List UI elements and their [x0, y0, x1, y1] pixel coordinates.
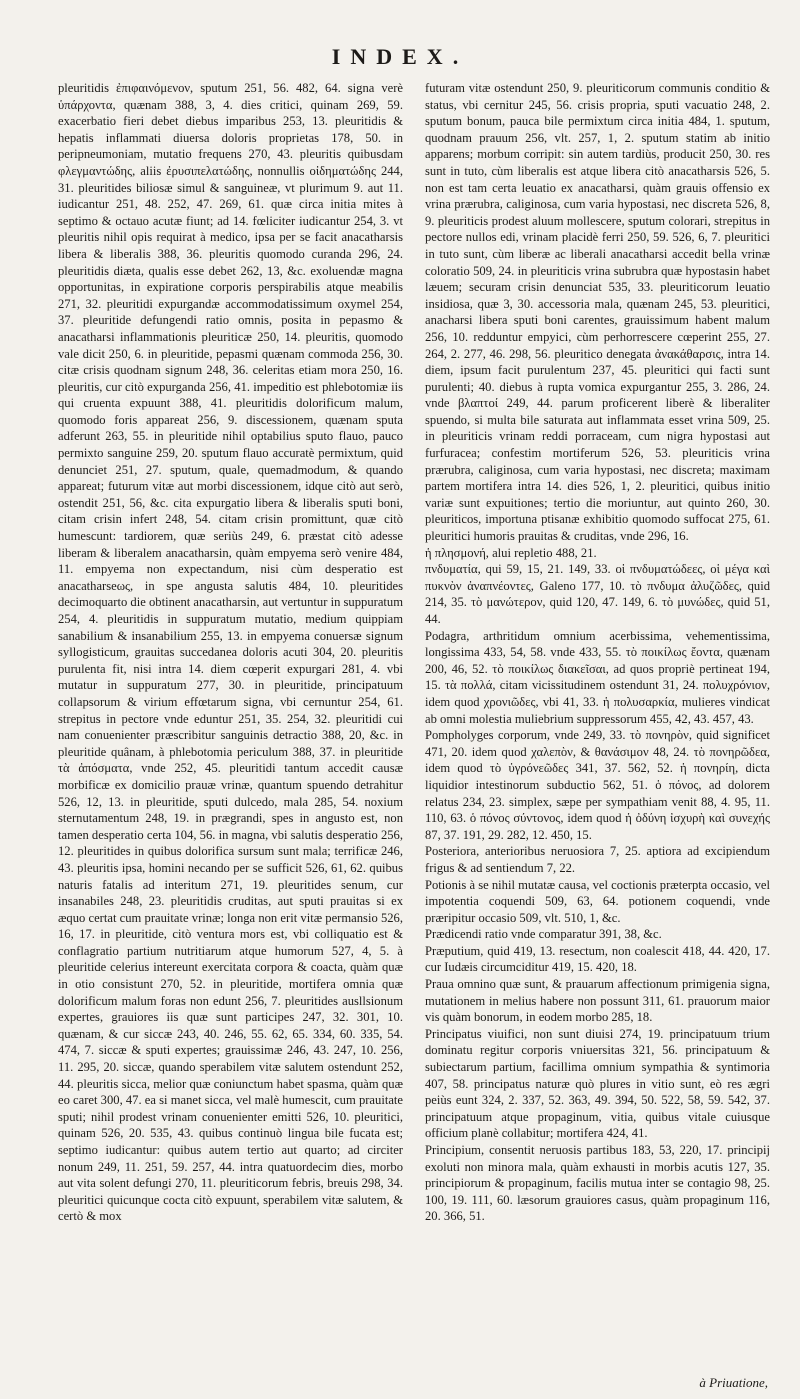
index-paragraph: Pompholyges corporum, vnde 249, 33. τὸ πονηρὸν, quid significet 471, 20. idem quod χαλεπὸν, & θανάσιμον 48, 24. τὸ πονηρῶδεα, idem quod τὸ ὑγρόνεῶδες 341, 37. 562, 52. ἡ πονηρίη, dicta liquidior intestinorum subductio 562, 51. ὁ πόνος, ad dolorem relatus 234, 23. simplex, sæpe per sympathiam venit 88, 4. 95, 11. 110, 63. ὁ πόνος σύντονος, idem quod ἡ ὀδύνη ἰσχυρὴ καὶ συνεχής 87, 37. 191, 29. 282, 12. 450, 15. [425, 728, 770, 842]
index-paragraph: πνδυματία, qui 59, 15, 21. 149, 33. οἱ πνδυματώδεες, οἱ μέγα καὶ πυκνὸν ἀναπνέοντες, Galeno 177, 10. τὸ πνδυμα ἀλυζῶδες, quid 214, 35. τὸ μανώτερον, quid 120, 47. 149, 6. τὸ μυνώδες, quid 51, 44. [425, 562, 770, 626]
index-paragraph: ἡ πλησμονή, alui repletio 488, 21. [425, 545, 597, 560]
page-header: INDEX. [331, 44, 469, 69]
index-paragraph: Prædicendi ratio vnde comparatur 391, 38, &c. [425, 927, 662, 942]
index-paragraph: pleuritidis ἐπιφαινόμενον, sputum 251, 56. 482, 64. signa verè ὑπάρχοντα, quænam 388, 3, 4. dies critici, quinam 269, 59. exacerbatio fieri debet diebus imparibus 253, 13. pleuritidis & hepatis inflammati diuersa doloris proprietas 178, 50. in peripneumoniam, mutatio frequens 270, 43. pleuritis quibusdam φλεγμαντώδης, aliis ἐρυσιπελατώδης, nonnullis οἰδηματώδης 244, 31. pleuritides biliosæ simul & sanguineæ, vt plurimum 9. aut 11. iudicantur 251, 48. 252, 47. 269, 61. quæ circa initia mites à septimo & octauo acutæ fiunt; ad 14. fœliciter iudicantur 254, 3. vt pleuritis nihil opis requirat à medico, ipsa per se facit anacatharsis libera & liberalis 388, 36. pleuritis quomodo curanda 296, 24. pleuritidis diæta, qualis esse debet 262, 13, &c. exoluendæ magna opportunitas, in expiratione corporis perspirabilis atque meabilis 271, 32. pleuritidi expurgandæ accommodatissimum oxymel 254, 37. pleuritide defungendi ratio omnis, posita in pepasmo & anacatharsi inflammationis pleuriticæ 250, 14. pleuritis, quomodo vale dicit 250, 6. in pleuritide, pepasmi quænam commoda 256, 30. citæ crisis quodnam signum 248, 36. celeritas etiam mora 250, 16. pleuritis, cur citò expurganda 256, 41. impeditio est phlebotomiæ iis qui cruenta expuunt 388, 41. pleuritidis dolorificum malum, quomodo foris appareat 256, 9. discessionem, quænam sputa adferunt 263, 55. in pleuritide nihil optabilius sputo flauo, pauco permixto sanguine 259, 20. sputum flauo accuratè permixtum, quid denunciet 251, 27. sputum, quale, quemadmodum, & quando appareat; futurum vitæ aut morbi discessionem, idque citò aut serò, ostendit 251, 56, &c. cita expurgatio libera & liberalis sputi boni, citam crisin infert 248, 54. citam crisin promittunt, quæ citò humescunt: tardiorem, quæ seriùs 249, 6. præstat citò adesse liberam & liberalem anacatharsin, quàm empyema serò venire 484, 11. empyema non expectandum, nisi cùm desperatio est anacatharseως, in spe angusta salutis 484, 10. pleuritides decimoquarto die obtinent anacatharsin, aut vertuntur in suppuratum 254, 4. pleuritidis in suppuratum mutatio, medium quippiam sanabilium & insanabilium 255, 13. in empyema conuersæ signum syllogisticum, grauitas succedanea doloris acuti 304, 20. pleuritis purulenta fit, nisi intra 14. diem cœperit expurgari 281, 4. vbi mutatur in suppuratum 277, 30. in pleuritide, principatuum collapsorum & virium effœtarum signa, vbi cernuntur 254, 61. strepitus in pectore vnde eduntur 251, 35. 254, 32. pleuritidi cui nam conuenienter præscribitur sanguinis detractio 388, 20, &c. in pleuritide quânam, à phlebotomia periculum 388, 37. in pleuritide τὰ ἀπόσματα, vnde 252, 45. pleuritidi tantum accedit causæ morbificæ ex domicilio prauæ vrinæ, quantum spuendo detrahitur 526, 12, 13. in pleuritide, sputi dulcedo, mala 285, 54. noxium sternutamentum 248, 19. in prægrandi, spes in angusto est, non tamen desperatio certa 104, 56. in magna, vbi salutis desperatio 256, 12. pleuritides in quibus dolorifica sursum sunt mala; terrificæ 246, 43. pleuritis ipsa, homini necando per se sufficit 526, 61, 62. quibus naturis fatalis ad interitum 271, 19. pleuritides senum, cur insanabiles 248, 23. pleuritidis cruditas, aut sputi prauitas si ex æquo certat cum prauitate vrinæ; longa non erit vitæ permansio 526, 16, 17. in pleuritide, citò ventura mors est, vbi colliquatio est & conflagratio partium nutritiarum atque humorum 527, 4, 5. à pleuritide celerius intereunt exercitata corpora & coacta, quàm quæ in otio consistunt 270, 52. in pleuritide, mortifera omnia quæ dolorificum malum foras non edunt 256, 7. pleuritides ausllsionum expertes, grauiores iis quæ sunt participes 247, 32. 301, 10. quænam, & cur siccæ 243, 40. 246, 55. 62, 65. 334, 60. 335, 54. 474, 7. siccæ & sputi expertes; grauissimæ 246, 43. 247, 10. 256, 11. 295, 20. siccæ, quando sperabilem vitæ salutem ostendunt 252, 44. pleuritis sicca, melior quæ coniunctum habet spasma, quàm quæ eo caret 300, 47. ea si manet sicca, vel malè humescit, cum prauitate sputi; nihil prodest vrinam conuenienter emitti 526, 10. pleuritici, quinam 526, 20. 535, 43. quibus continuò lingua bile fucata est; septimo iudicantur: quibus autem tertio aut quarto; ad circiter nonum 249, 11. 251, 59. 257, 44. intra quatuordecim dies, morbo aut vita solent defungi 270, 11. pleuriticorum febris, breuis 298, 34. pleuritici quicunque cocta citò expuunt, sperabilem vitæ salutem, & certò & mox [58, 81, 403, 1224]
index-paragraph: Præputium, quid 419, 13. resectum, non coalescit 418, 44. 420, 17. cur Iudæis circumciditur 419, 15. 420, 18. [425, 943, 770, 975]
right-column [425, 80, 770, 1369]
catchword: à Priuatione, [699, 1375, 768, 1390]
index-paragraph: Praua omnino quæ sunt, & prauarum affectionum primigenia signa, mutationem in melius habere non possunt 311, 61. prauorum maior vis quàm bonorum, in eodem morbo 285, 18. [425, 977, 770, 1025]
index-columns [58, 80, 770, 1369]
index-paragraph: Podagra, arthritidum omnium acerbissima, vehementissima, longissima 433, 54, 58. vnde 433, 55. τὸ ποικίλως ἔοντα, quænam 200, 46, 52. τὸ ποικίλως διακεῖσαι, ad quos propriè pertineat 194, 15. τὰ πολλά, citam vicissitudinem ostendunt 31, 24. πολυχρόνιον, idem quod χρονιῶδες, vbi 41, 33. ἡ πολυσαρκία, mulieres vindicat ab omni molestia muliebrium suppressorum 455, 42, 43. 457, 43. [425, 628, 770, 726]
index-paragraph: futuram vitæ ostendunt 250, 9. pleuriticorum communis conditio & status, vbi cernitur 245, 56. crisis propria, sputi vacuatio 248, 2. sputum bonum, pauca bile permixtum circa initia 484, 1. sputum, quodnam prauum 256, vlt. 257, 1, 2. sputum statim ab initio apparens; morbum corripit: sin autem tardiùs, producit 250, 30. res sunt in tuto, cùm liberalis est atque libera citò anacatharsis 526, 5. non est tam certa leuatio ex anacatharsi, quàm grauis offensio ex vrina prærubra, caliginosa, cum varia hypostasi, nec discreta 526, 8, 9. pleuriticis prodest aluum mollescere, sputum colorari, strepitus in pectore nullos edi, vrinam placidè ferri 250, 59. 526, 6, 7. pleuritici in tuto sunt, cùm liberæ ac liberali anacatharsi accedit bella vrinæ coloratio 509, 24. in pleuriticis vrina subrubra quæ hypostasin habet læuem; securam crisin denunciat 535, 33. pleuriticorum leuatio insidiosa, quæ 3, 30. accessoria mala, quænam 245, 53. pleuritici, anacharsi libera sputi boni carentes, grauissimum habent malum 256, 10. redduntur empyici, cùm perhorrescere cœperint 255, 27. 264, 2. 277, 46. 298, 56. pleuritico denegata ἀνακάθαρσις, intra 14. diem, ipsum facit purulentum 237, 45. pleuritici qui facti sunt purulenti; 40. diebus à rupta vomica expurgantur 255, 3. 286, 24. vnde βλαπτοί 249, 44. parum proficerent liberè & liberaliter spuendo, si multa bile saturata aut inflammata esset vrina 509, 25. in pleuriticis vrinam reddi porraceam, cum nigra hypostasi aut furfuracea; confestim mortiferum 526, 53. pleuriticis vrina prærubra, caliginosa, cum varia hypostasi, nec discreta; maximam partem mortifera intra 14. dies 526, 1, 2. pleuritici, quibus initio variæ sunt expuitiones; tertio die moriuntur, aut quinto 260, 30. pleuriticos, importuna ptisanæ exhibitio quomodo suffocat 275, 61. pleuritici humoris prauitas & cruditas, vnde 296, 16. [425, 81, 770, 544]
left-column [58, 80, 403, 1369]
index-paragraph: Posteriora, anterioribus neruosiora 7, 25. aptiora ad excipiendum frigus & ad sentiendum 7, 22. [425, 844, 770, 875]
index-paragraph: Principium, consentit neruosis partibus 183, 53, 220, 17. principij exoluti non minora mala, quàm exhausti in morbis acutis 127, 35. principiorum & propaginum, facilis mutua inter se contagio 98, 25. 100, 19. 111, 60. læsorum grauiores casus, quàm propaginum 116, 20. 366, 51. [425, 1143, 770, 1224]
index-paragraph: Principatus viuifici, non sunt diuisi 274, 19. principatuum trium dominatu regitur corporis vniuersitas 321, 56. principatuum & subiectarum partium, facillima omnium sympathia & syntimoria 407, 58. principatus naturæ quò plures in vitio sunt, eò res ægri peiùs eunt 324, 2. 337, 52. 363, 49. 394, 50. 522, 58, 59. 542, 37. principatuum atque propaginum, vitia, quibus vitale cuiusque officium planè collabitur; mortifera 424, 41. [425, 1026, 770, 1141]
index-paragraph: Potionis à se nihil mutatæ causa, vel coctionis præterpta occasio, vel impotentia coquendi 509, 63, 64. potionem coquendi, vnde præripitur occasio 509, vlt. 510, 1, &c. [425, 877, 770, 925]
